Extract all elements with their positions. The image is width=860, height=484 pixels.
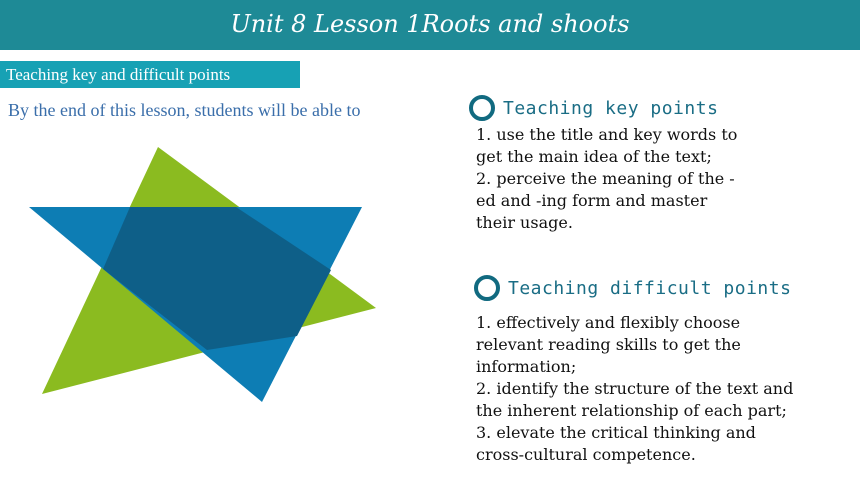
difficult-points-line: 1. effectively and flexibly choose xyxy=(476,313,741,332)
difficult-points-line: the inherent relationship of each part; xyxy=(476,401,787,420)
key-points-heading xyxy=(469,95,718,121)
key-points-line: 2. perceive the meaning of the - xyxy=(476,169,735,188)
difficult-points-title: Teaching difficult points xyxy=(508,277,792,299)
key-points-line: their usage. xyxy=(476,213,573,232)
ring-icon xyxy=(474,275,500,301)
ring-icon xyxy=(469,95,495,121)
difficult-points-text xyxy=(476,312,793,466)
slide-title: Unit 8 Lesson 1Roots and shoots xyxy=(0,0,860,50)
key-points-title: Teaching key points xyxy=(503,97,719,119)
difficult-points-line: 2. identify the structure of the text and xyxy=(476,379,794,398)
key-points-line: get the main idea of the text; xyxy=(476,147,712,166)
difficult-points-line: cross-cultural competence. xyxy=(476,445,696,464)
difficult-points-line: relevant reading skills to get the xyxy=(476,335,741,354)
intro-text: By the end of this lesson, students will be able to xyxy=(8,100,361,120)
key-points-line: 1. use the title and key words to xyxy=(476,125,738,144)
section-label: Teaching key and difficult points xyxy=(0,61,300,88)
difficult-points-heading xyxy=(474,275,791,301)
difficult-points-line: 3. elevate the critical thinking and xyxy=(476,423,756,442)
difficult-points-line: information; xyxy=(476,357,577,376)
key-points-line: ed and -ing form and master xyxy=(476,191,708,210)
key-points-text xyxy=(476,124,737,234)
